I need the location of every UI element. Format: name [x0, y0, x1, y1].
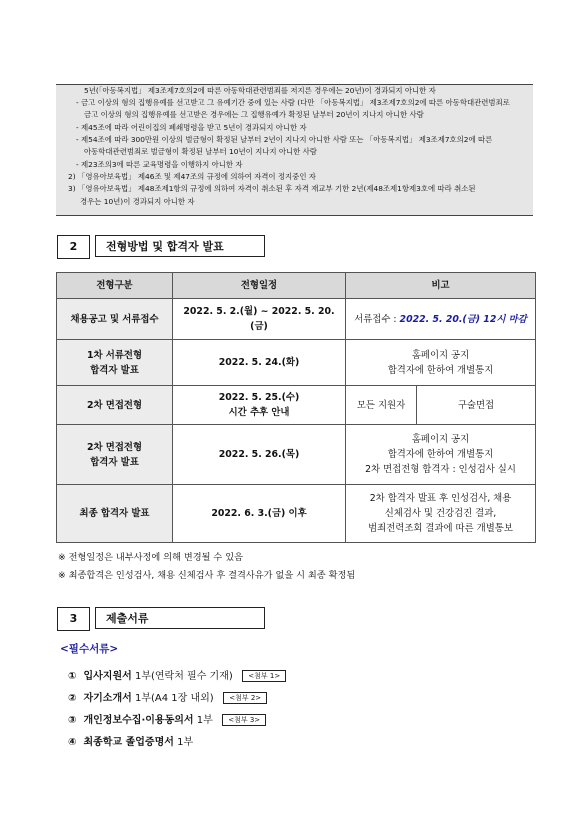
note-line: - 제54조에 따라 300만원 이상의 벌금형이 확정된 날부터 2년이 지나지 아니한 사람 또는 「아동복지법」 제3조제7호의2에 따른 [76, 135, 493, 144]
table-row [57, 425, 536, 485]
label-line: 합격자 발표 [90, 364, 139, 376]
stage-date: 2022. 5. 26.(목) [173, 425, 346, 485]
doc-detail: 1부 [173, 737, 194, 748]
stage-note: 구술면접 [417, 386, 536, 425]
stage-note [346, 425, 536, 485]
stage-date: 2022. 5. 24.(화) [173, 340, 346, 386]
note-line: 경우는 10년)이 경과되지 아니한 자 [80, 197, 195, 206]
required-docs-heading: <필수서류> [60, 643, 119, 655]
section-number: 2 [57, 235, 90, 259]
doc-detail: 1부 [193, 715, 213, 726]
doc-name: 최종학교 졸업증명서 [83, 737, 174, 748]
note-line: 2) 「영유아보육법」 제46조 및 제47조의 규정에 의하여 자격이 정지중인 자 [68, 172, 316, 181]
schedule-table [56, 272, 536, 543]
note-line: - 금고 이상의 형의 집행유예를 선고받고 그 유예기간 중에 있는 사람 (다만 「아동복지법」 제3조제7호의2에 따른 아동학대관련범죄로 [76, 98, 510, 107]
item-number: ① [68, 671, 77, 682]
doc-detail: 1부(A4 1장 내외) [131, 693, 214, 704]
item-number: ④ [68, 737, 77, 748]
label-line: 1차 서류전형 [86, 349, 143, 361]
doc-name: 입사지원서 [83, 671, 132, 682]
stage-label [57, 340, 173, 386]
doc-name: 자기소개서 [83, 693, 132, 704]
note-line: 아동학대관련범죄로 벌금형이 확정된 날부터 10년이 지나지 아니한 사람 [84, 147, 317, 156]
doc-detail: 1부(연락처 필수 기재) [131, 671, 233, 682]
item-number: ② [68, 693, 77, 704]
deadline-highlight: 2022. 5. 20.(금) 12시 마감 [399, 313, 527, 325]
stage-label [57, 425, 173, 485]
date-line: 시간 추후 안내 [228, 407, 290, 418]
note-line: 합격자에 한하여 개별통지 [387, 364, 494, 376]
table-row [57, 386, 536, 425]
stage-label: 채용공고 및 서류접수 [57, 299, 173, 340]
section-number: 3 [57, 607, 90, 631]
footnote: ※ 전형일정은 내부사정에 의해 변경될 수 있음 [58, 552, 243, 563]
note-prefix: 서류접수 : [354, 313, 400, 325]
list-item [68, 689, 267, 704]
table-header-row [57, 273, 536, 299]
stage-note [346, 485, 536, 543]
stage-date: 2022. 6. 3.(금) 이후 [173, 485, 346, 543]
list-item [68, 667, 286, 682]
doc-name: 개인정보수집·이용동의서 [83, 715, 194, 726]
list-item [68, 711, 266, 726]
section-title: 제출서류 [95, 607, 265, 629]
attachment-tag: <첨부 3> [222, 714, 266, 726]
date-line: 2022. 5. 25.(수) [218, 392, 300, 403]
stage-note: 모든 지원자 [346, 386, 417, 425]
list-item [68, 733, 193, 748]
note-line: 합격자에 한하여 개별통지 [387, 449, 494, 460]
table-row [57, 299, 536, 340]
note-line: 신체검사 및 건강검진 결과, [384, 508, 497, 519]
table-row [57, 340, 536, 386]
note-line: 3) 「영유아보육법」 제48조제1항의 규정에 의하여 자격이 취소된 후 자격 재교부 기한 2년(제48조제1항제3호에 따라 취소된 [68, 184, 476, 193]
note-line: - 제45조에 따라 어린이집의 폐쇄명령을 받고 5년이 경과되지 아니한 자 [76, 123, 307, 132]
column-header: 전형구분 [57, 273, 173, 299]
footnote: ※ 최종합격은 인성검사, 채용 신체검사 후 결격사유가 없을 시 최종 확정됨 [58, 570, 356, 581]
attachment-tag: <첨부 2> [223, 692, 267, 704]
note-line: 홈페이지 공지 [411, 434, 470, 445]
column-header: 전형일정 [173, 273, 346, 299]
note-line: 2차 합격자 발표 후 인성검사, 채용 [369, 493, 512, 504]
note-line: 홈페이지 공지 [411, 349, 470, 361]
label-line: 2차 면접전형 [86, 441, 143, 453]
table-row [57, 485, 536, 543]
attachment-tag: <첨부 1> [242, 670, 286, 682]
note-line: - 제23조의3에 따른 교육명령을 이행하지 아니한 자 [76, 160, 243, 169]
note-line: 5년(「아동복지법」 제3조제7호의2에 따른 아동학대관련범죄를 저지른 경우에는 20년)이 경과되지 아니한 자 [84, 86, 436, 95]
stage-label: 2차 면접전형 [57, 386, 173, 425]
column-header: 비고 [346, 273, 536, 299]
item-number: ③ [68, 715, 77, 726]
stage-date: 2022. 5. 2.(월) ~ 2022. 5. 20.(금) [173, 299, 346, 340]
label-line: 합격자 발표 [90, 456, 139, 468]
stage-note [346, 299, 536, 340]
stage-note [346, 340, 536, 386]
section-title: 전형방법 및 합격자 발표 [95, 235, 265, 257]
note-line: 금고 이상의 형의 집행유예를 선고받은 경우에는 그 집행유예가 확정된 날부터 20년이 지나지 아니한 사람 [84, 110, 424, 119]
disqualification-notes [56, 84, 533, 216]
stage-label: 최종 합격자 발표 [57, 485, 173, 543]
stage-date [173, 386, 346, 425]
note-line: 범죄전력조회 결과에 따른 개별통보 [368, 523, 513, 534]
note-line: 2차 면접전형 합격자 : 인성검사 실시 [365, 464, 516, 475]
